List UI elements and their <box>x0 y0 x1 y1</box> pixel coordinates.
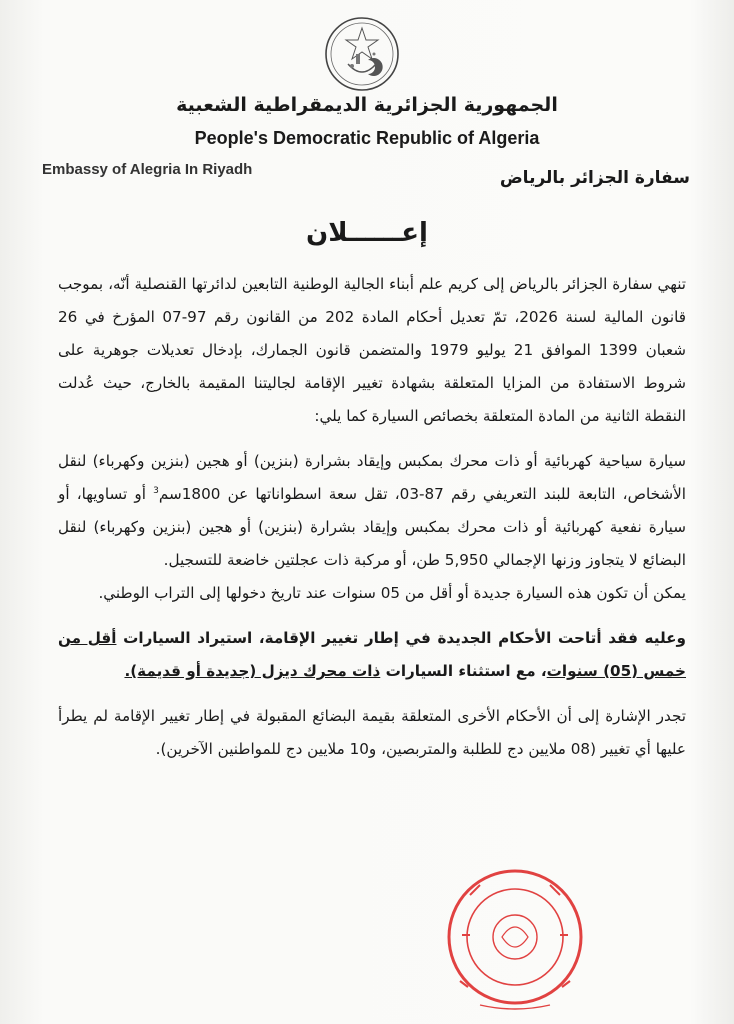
arabic-country-heading: الجمهورية الجزائرية الديمقراطية الشعبية <box>176 94 558 116</box>
import-rule-part-a: وعليه فقد أتاحت الأحكام الجديدة في إطار تغيير الإقامة، استيراد السيارات <box>116 629 686 647</box>
import-rule-underline-age: أقل من خمس (05) سنوات <box>58 629 686 680</box>
embassy-red-stamp <box>440 855 590 1015</box>
vehicle-specs-part-a: سيارة سياحية كهربائية أو ذات محرك بمكبس وإيقاد بشرارة (بنزين) أو هجين (بنزين وكهرباء) لنقل الأشخاص، التابعة للبند التعريفي رقم 87-03، تقل سعة اسطواناتها عن 1800سم <box>58 452 686 503</box>
announcement-title: إعــــــلان <box>306 218 428 248</box>
announcement-body <box>58 268 686 766</box>
embassy-name-arabic: سفارة الجزائر بالرياض <box>499 168 690 188</box>
import-rule-underline-diesel: ذات محرك ديزل (جديدة أو قديمة). <box>124 662 381 680</box>
paragraph-vehicle-age: يمكن أن تكون هذه السيارة جديدة أو أقل من 05 سنوات عند تاريخ دخولها إلى التراب الوطني. <box>98 584 686 602</box>
paragraph-goods-value: تجدر الإشارة إلى أن الأحكام الأخرى المتعلقة بقيمة البضائع المقبولة في إطار تغيير الإقامة لم يطرأ عليها أي تغيير (08 ملايين دج للطلبة والمتربصين، و10 ملايين دج للمواطنين الآخرين). <box>58 707 686 758</box>
import-rule-part-b: ، مع استثناء السيارات <box>380 662 547 680</box>
paragraph-import-rule <box>58 622 686 688</box>
english-country-heading: People's Democratic Republic of Algeria <box>194 128 540 148</box>
superscript-cube: 3 <box>153 485 159 496</box>
embassy-name-english: Embassy of Alegria In Riyadh <box>42 161 253 178</box>
paragraph-intro: تنهي سفارة الجزائر بالرياض إلى كريم علم أبناء الجالية الوطنية التابعين لدائرتها القنصلية أنّه، بموجب قانون المالية لسنة 2026، تمّ تعديل أحكام المادة 202 من القانون رقم 97-07 المؤرخ في 26 شعبان 1399 الموافق 21 يوليو 1979 والمتضمن قانون الجمارك، بإدخال تعديلات جوهرية على شروط الاستفادة من المزايا المتعلقة بشهادة تغيير الإقامة لجاليتنا المقيمة بالخارج، حيث عُدلت النقطة الثانية من المادة المتعلقة بخصائص السيارة كما يلي: <box>58 275 686 425</box>
algeria-emblem-seal <box>322 14 402 94</box>
paragraph-vehicle-specs <box>58 445 686 577</box>
vehicle-specs-part-b: أو تساويها، أو سيارة نفعية كهربائية أو ذات محرك بمكبس وإيقاد بشرارة (بنزين) أو هجين (بنزين وكهرباء) لنقل البضائع لا يتجاوز وزنها الإجمالي 5,950 طن، أو مركبة ذات عجلتين خاضعة للتسجيل. <box>58 485 686 569</box>
